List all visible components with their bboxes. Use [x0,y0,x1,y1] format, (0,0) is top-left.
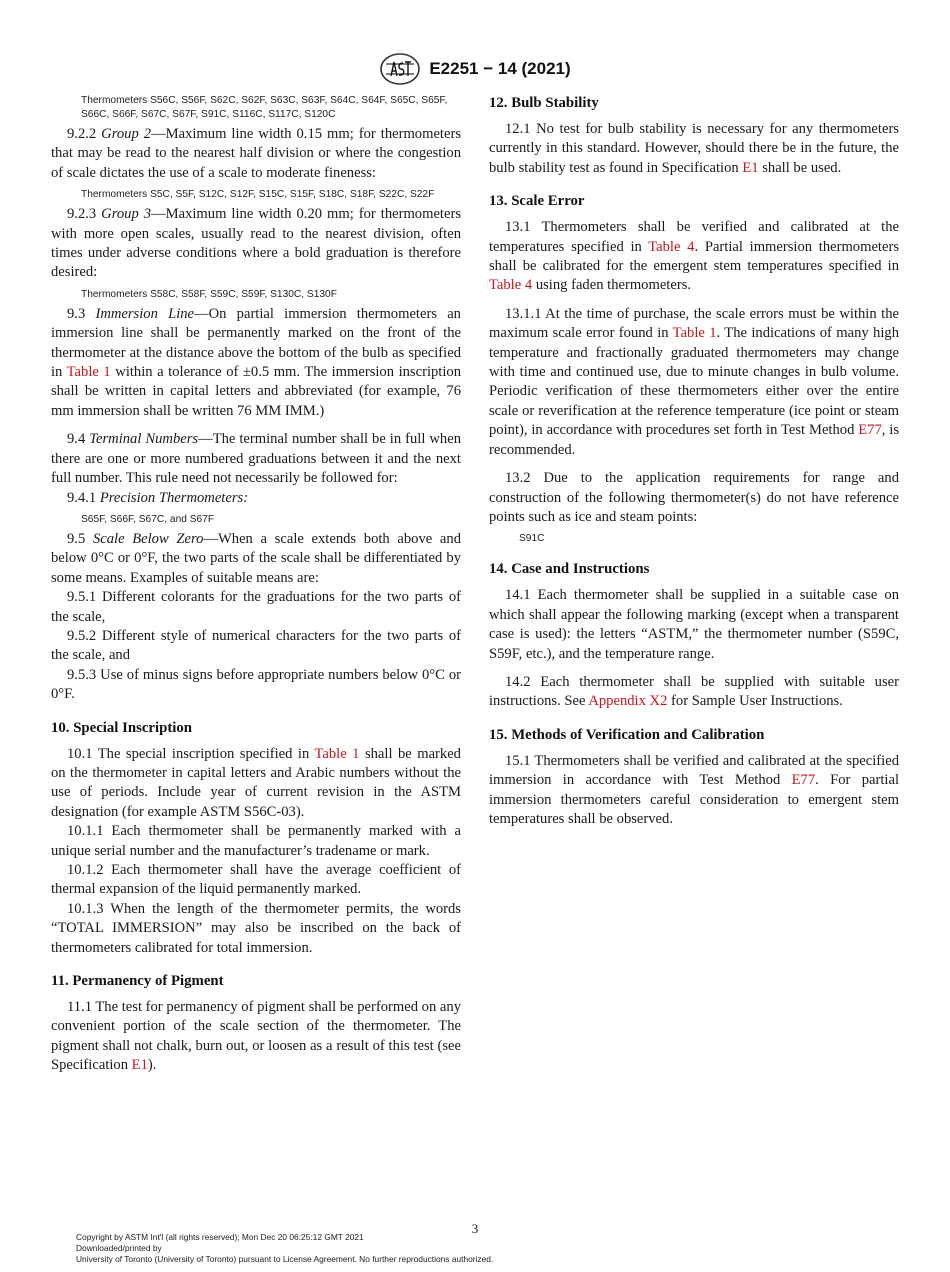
thermometer-list: S65F, S66F, S67C, and S67F [81,513,215,525]
paragraph-9-5-1: 9.5.1 Different colorants for the graduations for the two parts of the scale, [51,589,461,625]
page-header [0,52,950,86]
paragraph-9-4: 9.4 Terminal Numbers—The terminal number shall be in full when there are one or more numbered graduations between it and the next full number. This rule need not necessarily be followed for: [51,431,461,487]
paragraph-9-5: 9.5 Scale Below Zero—When a scale extends both above and below 0°C or 0°F, the two parts of the scale shall be differentiated by some means. Examples of suitable means are: [51,530,461,586]
paragraph-15-1: 15.1 Thermometers shall be verified and calibrated at the specified immersion in accordance with Test Method E77. For partial immersion thermometers careful consideration to emergent stem temperatures shall be observed. [489,752,899,827]
paragraph-9-5-2: 9.5.2 Different style of numerical characters for the two parts of the scale, and [51,627,461,664]
astm-logo-icon [379,52,421,86]
table-1-link[interactable]: Table 1 [672,325,717,342]
paragraph-10-1-1: 10.1.1 Each thermometer shall be permanently marked with a unique serial number and the manufacturer’s tradename or mark. [51,823,461,859]
table-1-link[interactable]: Table 1 [66,364,111,381]
paragraph-14-2: 14.2 Each thermometer shall be supplied with suitable user instructions. See Appendix X2 for Sample User Instructions. [489,673,899,710]
table-1-link[interactable]: Table 1 [314,745,360,762]
thermometer-list: S91C [519,533,545,545]
e1-link[interactable]: E1 [131,1057,148,1074]
section-heading: 11. Permanency of Pigment [51,973,224,990]
paragraph-14-1: 14.1 Each thermometer shall be supplied in a suitable case on which shall appear the following marking (except when a transparent case is used): the letters “ASTM,” the thermometer number (S59C, S59F, etc.), and the temperature range. [489,587,899,662]
paragraph-11-1: 11.1 The test for permanency of pigment shall be performed on any convenient portion of the scale section of the thermometer. The pigment shall not chalk, burn out, or loosen as a result of this test (see Specification E1). [51,999,461,1074]
paragraph-12-1: 12.1 No test for bulb stability is necessary for any thermometers currently in this standard. However, should there be in the future, the bulb stability test as found in Specification E1 shall be used. [489,121,899,176]
paragraph-13-2: 13.2 Due to the application requirements for range and construction of the following thermometer(s) do not have reference points such as ice and steam points: [489,470,899,525]
paragraph-10-1-2: 10.1.2 Each thermometer shall have the average coefficient of thermal expansion of the liquid permanently marked. [51,862,461,898]
footer-line: Copyright by ASTM Int'l (all rights reserved); Mon Dec 20 06:25:12 GMT 2021 [76,1232,364,1242]
e77-link[interactable]: E77 [858,422,882,439]
paragraph-10-1: 10.1 The special inscription specified in Table 1 shall be marked on the thermometer in capital letters and Arabic numbers without the use of periods. Include year of current revision in the ASTM designation (for example ASTM S56C-03). [51,745,461,820]
section-heading: 14. Case and Instructions [489,561,650,578]
thermometer-list: Thermometers S5C, S5F, S12C, S12F, S15C, S15F, S18C, S18F, S22C, S22F [81,189,435,201]
e77-link[interactable]: E77 [791,772,816,789]
paragraph-9-3: 9.3 Immersion Line—On partial immersion thermometers an immersion line shall be permanently marked on the front of the thermometer at the distance above the bottom of the bulb as specified in Table 1 within a tolerance of ±0.5 mm. The immersion inscription shall be written in capital letters and abbreviated (for example, 76 mm immersion shall be written 76 MM IMM.) [51,305,461,419]
right-column [489,94,899,829]
thermometer-list: Thermometers S58C, S58F, S59C, S59F, S130C, S130F [81,288,337,300]
page-number: 3 [471,1221,479,1236]
footer-line: University of Toronto (University of Toronto) pursuant to License Agreement. No further reproductions authorized. [76,1254,494,1264]
section-heading: 12. Bulb Stability [489,95,599,111]
paragraph-10-1-3: 10.1.3 When the length of the thermometer permits, the words “TOTAL IMMERSION” may also be inscribed on the back of thermometers calibrated for total immersion. [51,900,461,956]
section-heading: 15. Methods of Verification and Calibration [489,726,765,743]
copyright-footer [76,1232,493,1265]
thermometer-list: Thermometers S56C, S56F, S62C, S62F, S63C, S63F, S64C, S64F, S65C, S65F, S66C, S66F, S67C, S67F, S91C, S116C, S117C, S120C [81,95,448,120]
paragraph-9-2-3: 9.2.3 Group 3—Maximum line width 0.20 mm; for thermometers with more open scales, usually read to the nearest division, often times under adverse conditions where a bold graduation is therefore desired: [51,206,462,281]
e1-link[interactable]: E1 [742,159,759,176]
appendix-x2-link[interactable]: Appendix X2 [588,693,668,710]
paragraph-13-1: 13.1 Thermometers shall be verified and calibrated at the temperatures specified in Table 4. Partial immersion thermometers shall be calibrated for the emergent stem temperatures specified in Table 4 using faden thermometers. [489,219,900,294]
table-4-link[interactable]: Table 4 [489,277,533,294]
paragraph-13-1-1: 13.1.1 At the time of purchase, the scale errors must be within the maximum scale error found in Table 1. The indications of many high temperature and fractionally graduated thermometers may change with time and continued use, due to minute changes in bulb volume. Periodic verification of these thermometers either over the entire scale or reverification at the reference temperature (ice point or steam point), in accordance with procedures set forth in Test Method E77, is recommended. [489,305,900,458]
footer-line: Downloaded/printed by [76,1243,162,1253]
paragraph-9-5-3: 9.5.3 Use of minus signs before appropriate numbers below 0°C or 0°F. [51,666,461,703]
document-designation: E2251 − 14 (2021) [429,59,571,78]
left-column [51,94,461,1076]
section-heading: 10. Special Inscription [51,719,192,736]
section-heading: 13. Scale Error [489,193,585,210]
paragraph-9-4-1: 9.4.1 Precision Thermometers: [67,489,249,506]
table-4-link[interactable]: Table 4 [648,238,695,255]
paragraph-9-2-2: 9.2.2 Group 2—Maximum line width 0.15 mm; for thermometers that may be read to the nearest half division or where the congestion of scale dictates the use of a scale to moderate fineness: [51,126,462,181]
